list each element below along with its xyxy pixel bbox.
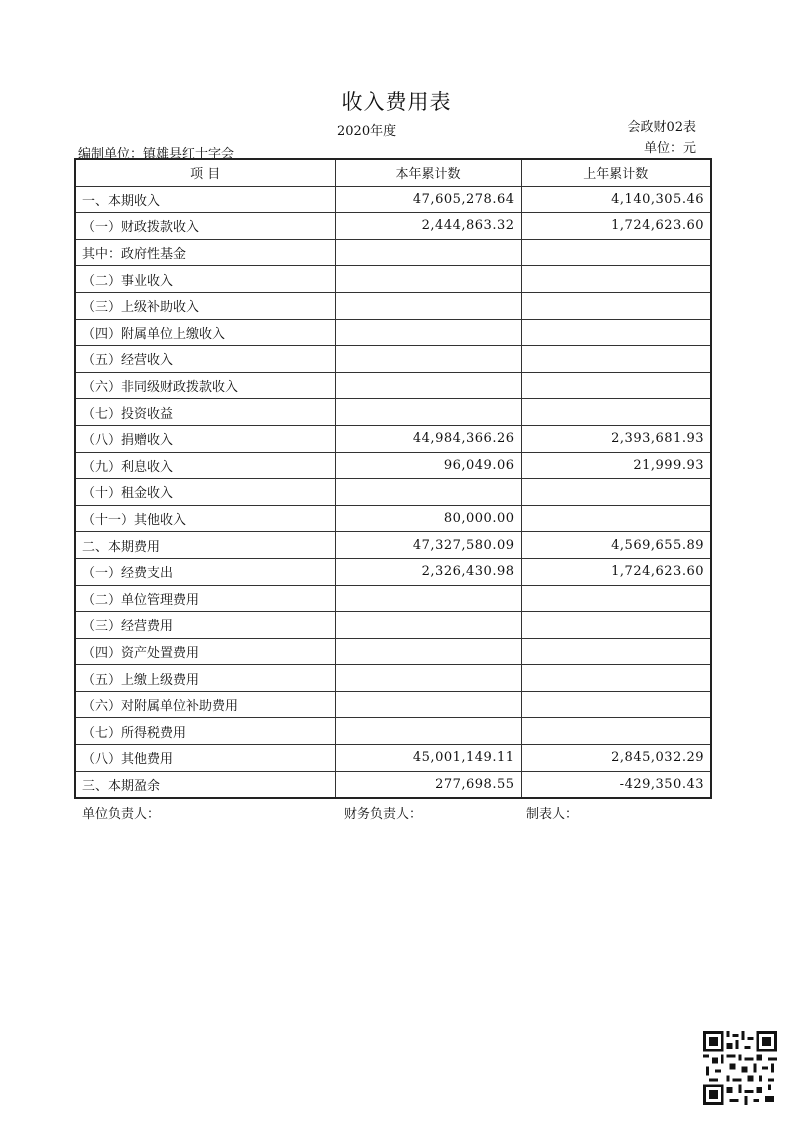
row-current [335, 399, 521, 426]
table-row [75, 665, 711, 692]
row-item: （七）所得税费用 [75, 718, 335, 745]
row-previous [521, 505, 711, 532]
row-current [335, 585, 521, 612]
row-current [335, 691, 521, 718]
row-current [335, 319, 521, 346]
table-header-row [75, 159, 711, 186]
row-previous [521, 239, 711, 266]
row-previous [521, 718, 711, 745]
row-item: （八）捐赠收入 [75, 425, 335, 452]
qr-code-icon [703, 1030, 777, 1106]
row-current [335, 718, 521, 745]
row-current [335, 239, 521, 266]
row-previous [521, 292, 711, 319]
row-item: （八）其他费用 [75, 745, 335, 772]
row-previous [521, 638, 711, 665]
finance-head-signature: 财务负责人： [344, 807, 423, 822]
row-previous: 2,845,032.29 [521, 745, 711, 772]
row-previous: 2,393,681.93 [521, 425, 711, 452]
table-row [75, 745, 711, 772]
row-current: 2,326,430.98 [335, 558, 521, 585]
row-current: 277,698.55 [335, 771, 521, 798]
table-row [75, 718, 711, 745]
table-row [75, 691, 711, 718]
row-current [335, 638, 521, 665]
currency-unit: 单位：元 [643, 141, 696, 156]
row-item: （四）资产处置费用 [75, 638, 335, 665]
table-row [75, 505, 711, 532]
row-previous [521, 691, 711, 718]
row-current [335, 346, 521, 373]
row-item: （一）经费支出 [75, 558, 335, 585]
row-item: （九）利息收入 [75, 452, 335, 479]
row-previous: 1,724,623.60 [521, 558, 711, 585]
header-previous-year: 上年累计数 [521, 159, 711, 186]
header-item: 项 目 [75, 159, 335, 186]
row-item: （二）事业收入 [75, 266, 335, 293]
row-previous [521, 479, 711, 506]
row-item: （四）附属单位上缴收入 [75, 319, 335, 346]
table-row [75, 266, 711, 293]
row-item: （七）投资收益 [75, 399, 335, 426]
row-current [335, 665, 521, 692]
table-row [75, 532, 711, 559]
table-row [75, 612, 711, 639]
row-previous: 1,724,623.60 [521, 213, 711, 240]
row-current: 47,605,278.64 [335, 186, 521, 213]
table-row [75, 292, 711, 319]
table-row [75, 346, 711, 373]
row-previous [521, 612, 711, 639]
table-row [75, 479, 711, 506]
table-row [75, 239, 711, 266]
table-row [75, 319, 711, 346]
row-current: 45,001,149.11 [335, 745, 521, 772]
row-previous [521, 372, 711, 399]
row-current [335, 479, 521, 506]
row-item: （一）财政拨款收入 [75, 213, 335, 240]
row-item: 其中：政府性基金 [75, 239, 335, 266]
row-previous [521, 399, 711, 426]
unit-head-signature: 单位负责人： [82, 807, 161, 822]
page-title: 收入费用表 [341, 90, 452, 114]
row-current [335, 372, 521, 399]
table-row [75, 186, 711, 213]
row-previous [521, 585, 711, 612]
row-previous [521, 346, 711, 373]
preparer-signature: 制表人： [526, 807, 579, 822]
row-item: （十）租金收入 [75, 479, 335, 506]
row-previous: 4,140,305.46 [521, 186, 711, 213]
row-current: 47,327,580.09 [335, 532, 521, 559]
row-item: 一、本期收入 [75, 186, 335, 213]
row-item: 二、本期费用 [75, 532, 335, 559]
row-item: （三）经营费用 [75, 612, 335, 639]
row-item: 三、本期盈余 [75, 771, 335, 798]
row-item: （六）非同级财政拨款收入 [75, 372, 335, 399]
table-row [75, 452, 711, 479]
income-expense-table [74, 158, 712, 799]
row-previous [521, 665, 711, 692]
row-previous: 4,569,655.89 [521, 532, 711, 559]
row-item: （五）经营收入 [75, 346, 335, 373]
row-current [335, 292, 521, 319]
row-previous [521, 266, 711, 293]
row-previous: 21,999.93 [521, 452, 711, 479]
table-row [75, 372, 711, 399]
header-current-year: 本年累计数 [335, 159, 521, 186]
row-item: （五）上缴上级费用 [75, 665, 335, 692]
row-current: 44,984,366.26 [335, 425, 521, 452]
row-current: 96,049.06 [335, 452, 521, 479]
table-row [75, 558, 711, 585]
row-item: （二）单位管理费用 [75, 585, 335, 612]
table-row [75, 425, 711, 452]
table-row [75, 585, 711, 612]
preparing-organization: 编制单位：镇雄县红十字会 [78, 147, 235, 162]
row-previous: -429,350.43 [521, 771, 711, 798]
table-row [75, 399, 711, 426]
row-current [335, 612, 521, 639]
row-current: 80,000.00 [335, 505, 521, 532]
form-number: 会政财02表 [627, 120, 696, 135]
row-item: （六）对附属单位补助费用 [75, 691, 335, 718]
row-previous [521, 319, 711, 346]
fiscal-year: 2020年度 [337, 124, 397, 139]
row-item: （三）上级补助收入 [75, 292, 335, 319]
table-row [75, 638, 711, 665]
table-row [75, 213, 711, 240]
row-item: （十一）其他收入 [75, 505, 335, 532]
row-current [335, 266, 521, 293]
row-current: 2,444,863.32 [335, 213, 521, 240]
table-row [75, 771, 711, 798]
